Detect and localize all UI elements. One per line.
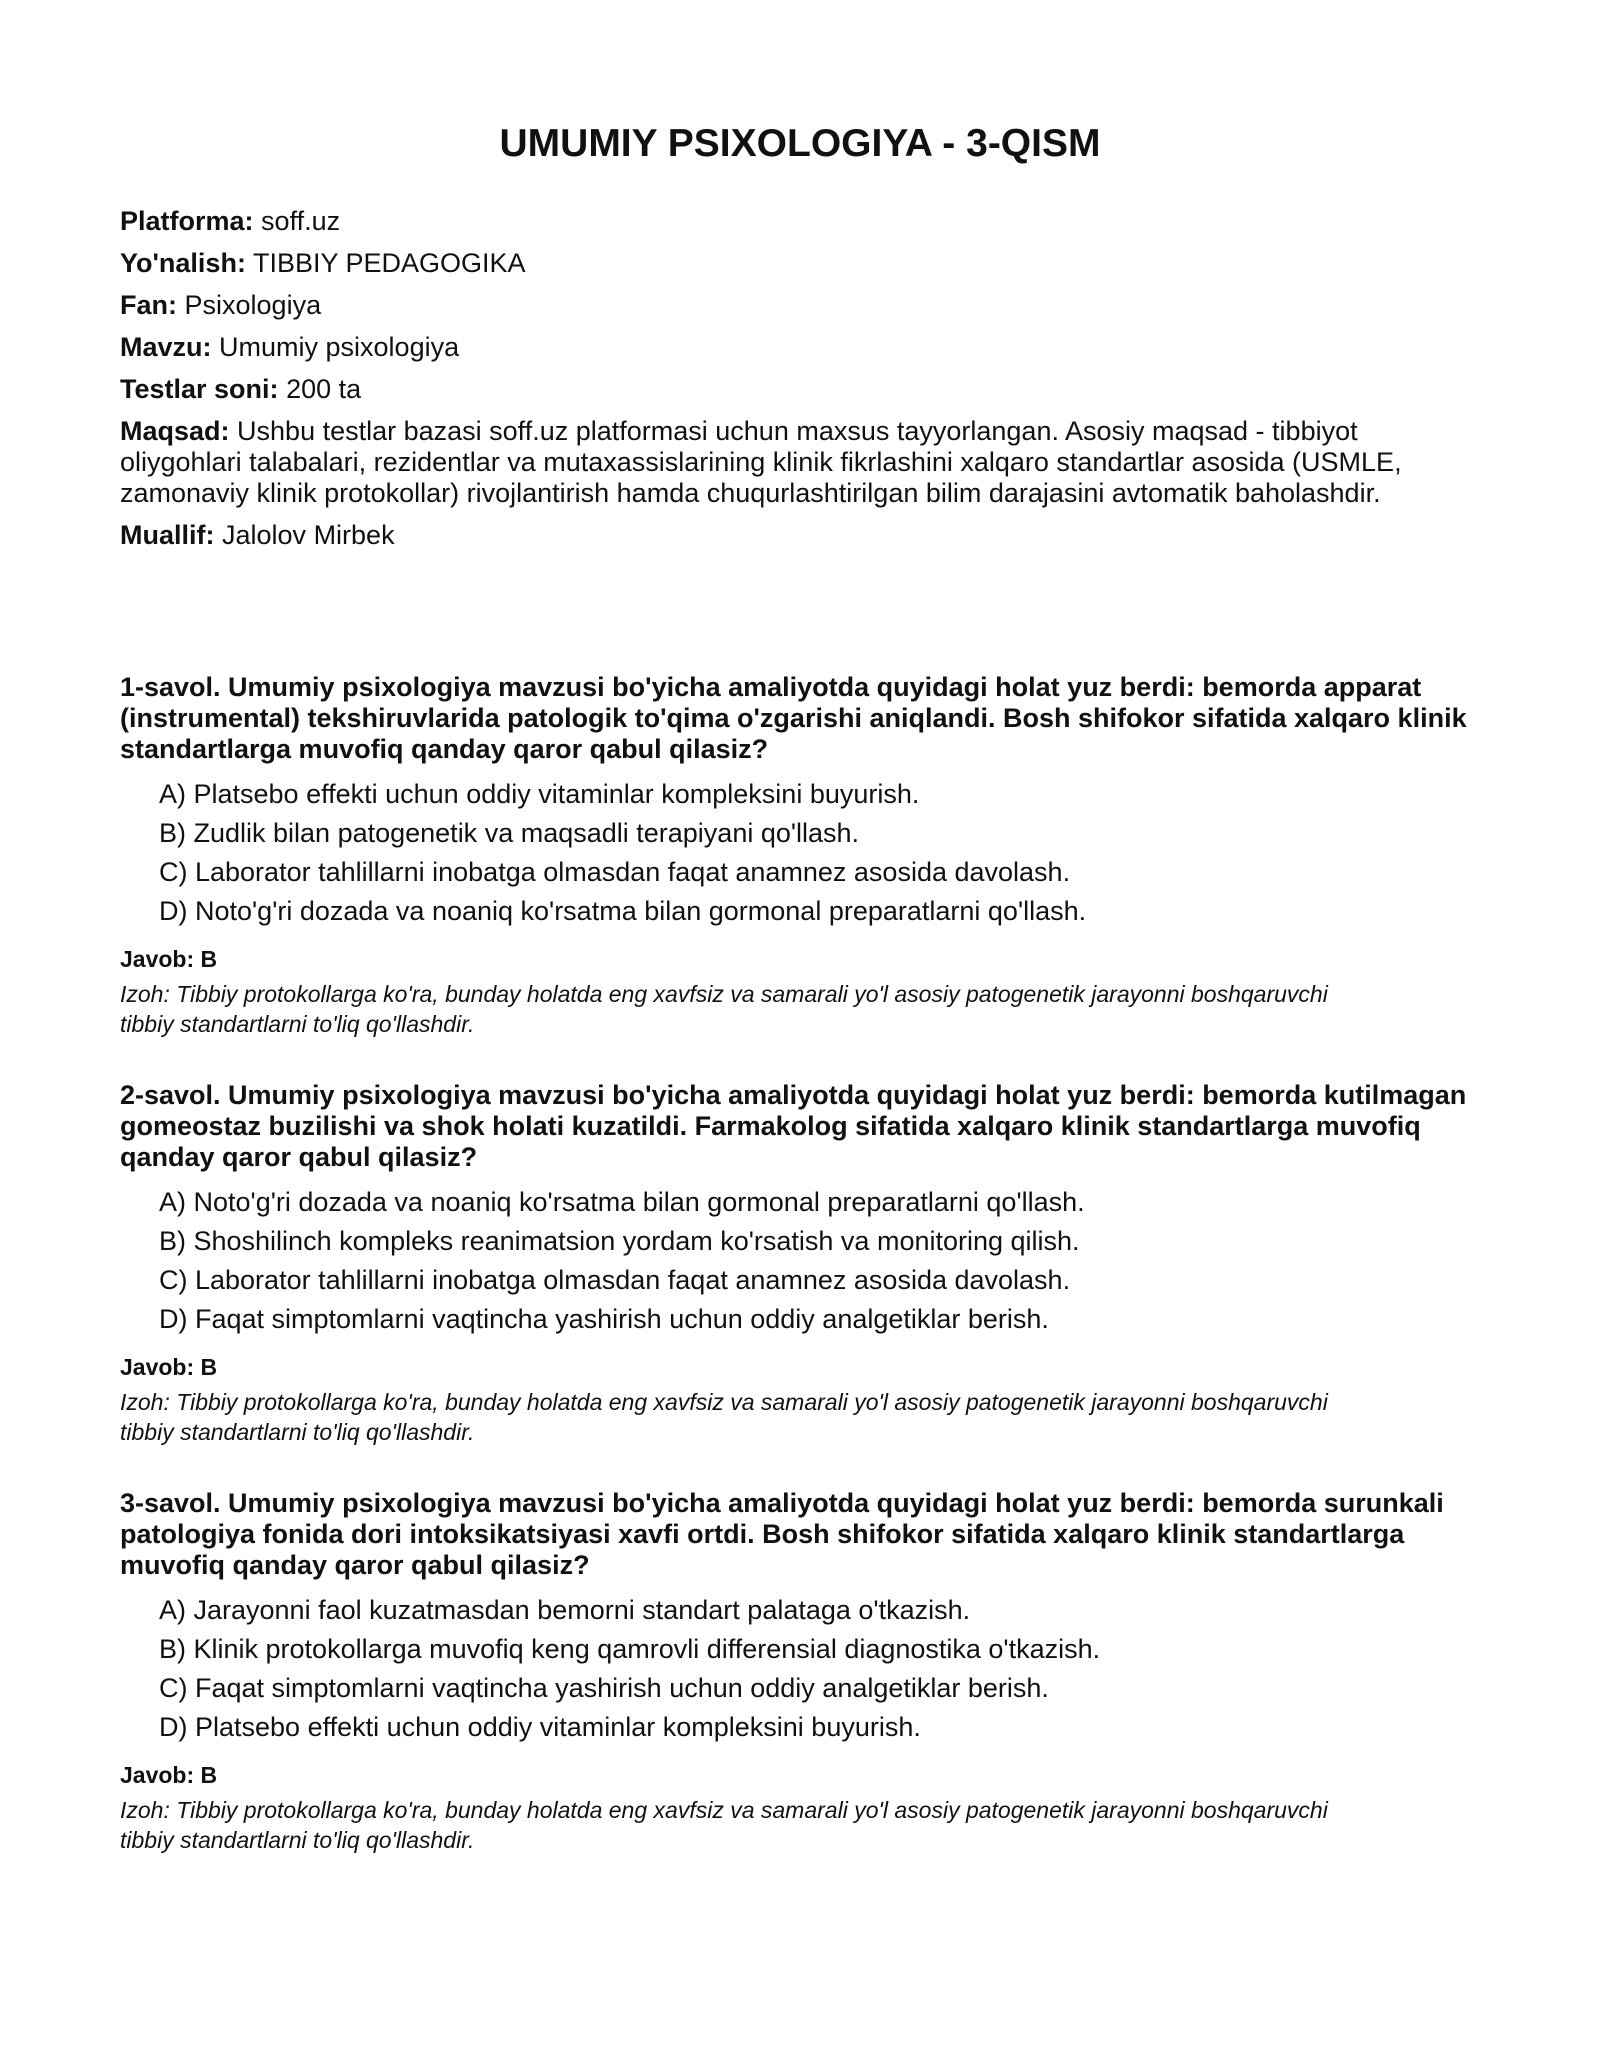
- explanation-note: Izoh: Tibbiy protokollarga ko'ra, bunday holatda eng xavfsiz va samarali yo'l asosiy patogenetik jarayonni boshqaruvchi tibbiy standartlarni to'liq qo'llashdir.: [120, 1797, 1328, 1853]
- metadata-block: [120, 206, 1480, 562]
- meta-yonalish: [120, 248, 1480, 279]
- option-list: [120, 1591, 1490, 1747]
- option-c: C) Laborator tahlillarni inobatga olmasdan faqat anamnez asosida davolash.: [159, 857, 1071, 887]
- option-c: C) Laborator tahlillarni inobatga olmasdan faqat anamnez asosida davolash.: [159, 1265, 1071, 1295]
- answer-label: Javob: B: [120, 1762, 218, 1788]
- meta-value: Jalolov Mirbek: [222, 520, 395, 550]
- question-2: [120, 1080, 1490, 1447]
- meta-maqsad: [120, 416, 1480, 509]
- meta-value: Psixologiya: [184, 290, 322, 320]
- meta-label: Platforma:: [120, 206, 254, 236]
- meta-platforma: [120, 206, 1480, 237]
- meta-label: Yo'nalish:: [120, 248, 246, 278]
- question-3: [120, 1488, 1490, 1855]
- meta-label: Testlar soni:: [120, 374, 279, 404]
- option-b: B) Zudlik bilan patogenetik va maqsadli terapiyani qo'llash.: [159, 818, 860, 848]
- answer-label: Javob: B: [120, 1354, 218, 1380]
- meta-value: TIBBIY PEDAGOGIKA: [252, 248, 526, 278]
- option-list: [120, 1183, 1490, 1339]
- option-d: D) Noto'g'ri dozada va noaniq ko'rsatma bilan gormonal preparatlarni qo'llash.: [159, 896, 1087, 926]
- option-d: D) Faqat simptomlarni vaqtincha yashirish uchun oddiy analgetiklar berish.: [159, 1304, 1049, 1334]
- meta-label: Muallif:: [120, 520, 215, 550]
- meta-testlar-soni: [120, 374, 1480, 405]
- document-title: UMUMIY PSIXOLOGIYA - 3-QISM: [499, 122, 1101, 165]
- option-a: A) Jarayonni faol kuzatmasdan bemorni standart palataga o'tkazish.: [159, 1595, 971, 1625]
- answer-label: Javob: B: [120, 946, 218, 972]
- meta-value: 200 ta: [286, 374, 362, 404]
- question-text: 2-savol. Umumiy psixologiya mavzusi bo'yicha amaliyotda quyidagi holat yuz berdi: bemorda kutilmagan gomeostaz buzilishi va shok holati kuzatildi. Farmakolog sifatida xalqaro klinik standartlarga muvofiq qanday qaror qabul qilasiz?: [120, 1080, 1467, 1172]
- question-text: 1-savol. Umumiy psixologiya mavzusi bo'yicha amaliyotda quyidagi holat yuz berdi: bemorda apparat (instrumental) tekshiruvlarida patologik to'qima o'zgarishi aniqlandi. Bosh shifokor sifatida xalqaro klinik standartlarga muvofiq qanday qaror qabul qilasiz?: [120, 672, 1467, 764]
- meta-muallif: [120, 520, 1480, 551]
- option-d: D) Platsebo effekti uchun oddiy vitaminlar kompleksini buyurish.: [159, 1712, 921, 1742]
- option-list: [120, 775, 1490, 931]
- meta-mavzu: [120, 332, 1480, 363]
- meta-value: soff.uz: [261, 206, 341, 236]
- meta-label: Fan:: [120, 290, 177, 320]
- explanation-note: Izoh: Tibbiy protokollarga ko'ra, bunday holatda eng xavfsiz va samarali yo'l asosiy patogenetik jarayonni boshqaruvchi tibbiy standartlarni to'liq qo'llashdir.: [120, 1389, 1328, 1445]
- meta-value: Umumiy psixologiya: [219, 332, 460, 362]
- question-1: [120, 672, 1490, 1039]
- option-b: B) Klinik protokollarga muvofiq keng qamrovli differensial diagnostika o'tkazish.: [159, 1634, 1101, 1664]
- option-a: A) Noto'g'ri dozada va noaniq ko'rsatma bilan gormonal preparatlarni qo'llash.: [159, 1187, 1085, 1217]
- option-a: A) Platsebo effekti uchun oddiy vitaminlar kompleksini buyurish.: [159, 779, 920, 809]
- option-b: B) Shoshilinch kompleks reanimatsion yordam ko'rsatish va monitoring qilish.: [159, 1226, 1080, 1256]
- meta-label: Mavzu:: [120, 332, 212, 362]
- meta-fan: [120, 290, 1480, 321]
- option-c: C) Faqat simptomlarni vaqtincha yashirish uchun oddiy analgetiklar berish.: [159, 1673, 1049, 1703]
- meta-label: Maqsad:: [120, 416, 230, 446]
- explanation-note: Izoh: Tibbiy protokollarga ko'ra, bunday holatda eng xavfsiz va samarali yo'l asosiy patogenetik jarayonni boshqaruvchi tibbiy standartlarni to'liq qo'llashdir.: [120, 981, 1328, 1037]
- meta-value: Ushbu testlar bazasi soff.uz platformasi uchun maxsus tayyorlangan. Asosiy maqsad - tibbiyot oliygohlari talabalari, rezidentlar va mutaxassislarining klinik fikrlashini xalqaro standartlar asosida (USMLE, zamonaviy klinik protokollar) rivojlantirish hamda chuqurlashtirilgan bilim darajasini avtomatik baholashdir.: [120, 416, 1402, 508]
- question-text: 3-savol. Umumiy psixologiya mavzusi bo'yicha amaliyotda quyidagi holat yuz berdi: bemorda surunkali patologiya fonida dori intoksikatsiyasi xavfi ortdi. Bosh shifokor sifatida xalqaro klinik standartlarga muvofiq qanday qaror qabul qilasiz?: [120, 1488, 1444, 1580]
